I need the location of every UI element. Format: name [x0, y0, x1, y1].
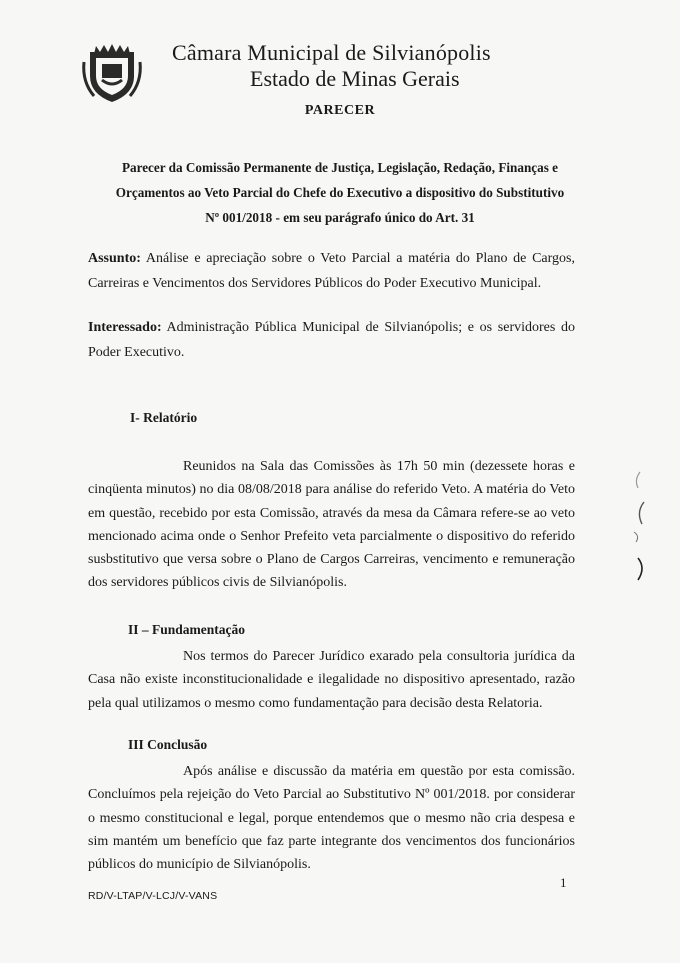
- assunto-block: [88, 246, 575, 296]
- ementa-line-2: Orçamentos ao Veto Parcial do Chefe do Executivo a dispositivo do Substitutivo: [115, 185, 565, 200]
- assunto-text: Análise e apreciação sobre o Veto Parcial a matéria do Plano de Cargos, Carreiras e Vencimentos dos Servidores Públicos do Poder Executivo Municipal.: [88, 251, 575, 291]
- footer-code: RD/V-LTAP/V-LCJ/V-VANS: [88, 890, 218, 902]
- relatorio-paragraph: Reunidos na Sala das Comissões às 17h 50 min (dezessete horas e cinqüenta minutos) no dia 08/08/2018 para análise do referido Veto. A matéria do Veto em questão, recebido por esta Comissão, através da mesa da Câmara refere-se ao veto mencionado acima onde o Senhor Prefeito veta parcialmente o dispositivo do referido susbstitutivo que versa sobre o Plano de Cargos Carreiras, vencimento e remuneração dos servidores públicos civis de Silvianópolis.: [88, 459, 575, 591]
- header-state-name: Estado de Minas Gerais: [250, 66, 460, 91]
- page-number: 1: [560, 875, 567, 890]
- interessado-label: Interessado:: [88, 320, 162, 335]
- ementa-line-1: Parecer da Comissão Permanente de Justiça, Legislação, Redação, Finanças e: [121, 160, 559, 175]
- interessado-text: Administração Pública Municipal de Silvianópolis; e os servidores do Poder Executivo.: [88, 320, 575, 360]
- document-title: PARECER: [304, 103, 376, 118]
- ementa: [80, 155, 600, 230]
- interessado-block: [88, 315, 575, 365]
- section-heading-conclusao: III Conclusão: [128, 737, 208, 752]
- ementa-line-3: Nº 001/2018 - em seu parágrafo único do Art. 31: [205, 210, 475, 225]
- fundamentacao-paragraph: Nos termos do Parecer Jurídico exarado pela consultoria jurídica da Casa não existe inconstitucionalidade e ilegalidade no dispositivo apresentado, razão pela qual utilizamos o mesmo como fundamentação para decisão desta Relatoria.: [88, 649, 575, 711]
- municipal-seal-icon: [80, 42, 144, 106]
- section-heading-fundamentacao: II – Fundamentação: [128, 622, 246, 637]
- header-chamber-name: Câmara Municipal de Silvianópolis: [172, 40, 491, 65]
- margin-scan-marks: [626, 462, 656, 592]
- section-heading-relatorio: I- Relatório: [130, 410, 198, 425]
- assunto-label: Assunto:: [88, 251, 141, 266]
- conclusao-paragraph: Após análise e discussão da matéria em questão por esta comissão. Concluímos pela rejeição do Veto Parcial ao Substitutivo Nº 001/2018. por considerar o mesmo constitucional e legal, porque entendemos que o mesmo não cria despesa e sim mantém um benefício que faz parte integrante dos vencimentos dos funcionários públicos do município de Silvianópolis.: [88, 764, 575, 873]
